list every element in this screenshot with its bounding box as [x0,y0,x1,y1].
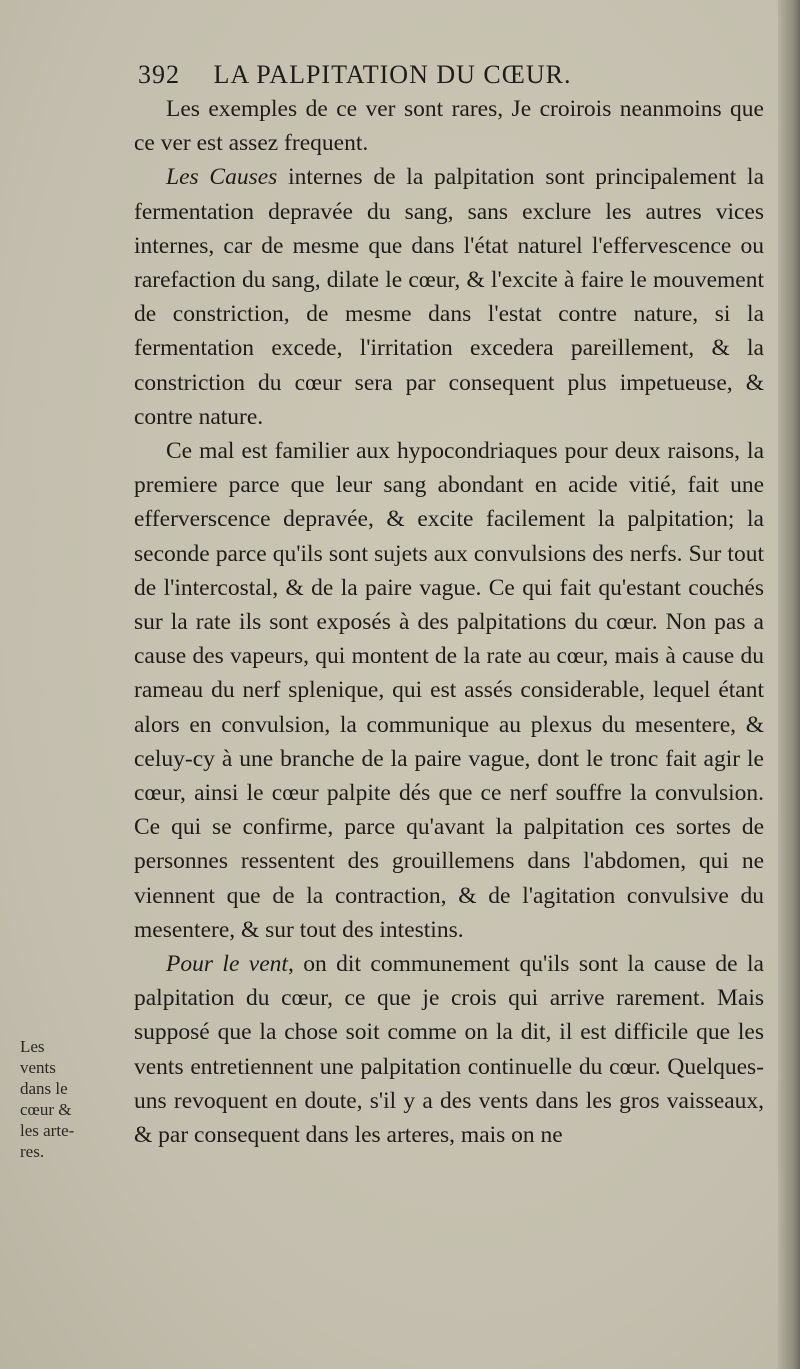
page-number: 392 [138,60,180,89]
paragraph-2: Les Causes internes de la palpitation sont principalement la fermentation depravée du sang, sans exclure les autres vices internes, car de mesme que dans l'état naturel l'effervescence ou rarefaction du sang, dilate le cœur, & l'excite à faire le mouvement de constriction, de mesme dans l'estat contre nature, si la fermentation excede, l'irritation excedera pareillement, & la constriction du cœur sera par consequent plus impetueuse, & contre nature. [134,164,764,430]
italic-lead: Les Causes [166,164,278,191]
paragraph-3: Ce mal est familier aux hypocondriaques pour deux raisons, la premiere parce que leur sang abondant en acide vitié, fait une efferverscence depravée, & excite facilement la palpitation; la seconde parce qu'ils sont sujets aux convulsions des nerfs. Sur tout de l'intercostal, & de la paire vague. Ce qui fait qu'estant couchés sur la rate ils sont exposés à des palpitations du cœur. Non pas a cause des vapeurs, qui montent de la rate au cœur, mais à cause du rameau du nerf splenique, qui est assés considerable, lequel étant alors en convulsion, la communique au plexus du mesentere, & celuy-cy à une branche de la paire vague, dont le tronc fait agir le cœur, ainsi le cœur palpite dés que ce nerf souffre la convulsion. Ce qui se confirme, parce qu'avant la palpitation ces sortes de personnes ressentent des grouillemens dans l'abdomen, qui ne viennent que de la contraction, & de l'agitation convulsive du mesentere, & sur tout des intestins. [134,438,764,943]
margin-note: Les vents dans le cœur & les arte- res. [20,1037,75,1161]
running-title: LA PALPITATION DU CŒUR. [213,60,572,89]
italic-lead: Pour le vent [166,951,288,978]
page-edge-shadow [778,0,800,1369]
running-header [138,60,758,90]
paragraph-4: Pour le vent, on dit communement qu'ils sont la cause de la palpitation du cœur, ce que je crois qui arrive rarement. Mais supposé que la chose soit comme on la dit, il est difficile que les vents entretiennent une palpitation continuelle du cœur. Quelques-uns revoquent en doute, s'il y a des vents dans les gros vaisseaux, & par consequent dans les arteres, mais on ne [134,951,764,1149]
body-text [134,92,764,1152]
paragraph-1: Les exemples de ce ver sont rares, Je croirois neanmoins que ce ver est assez frequent. [134,96,764,157]
